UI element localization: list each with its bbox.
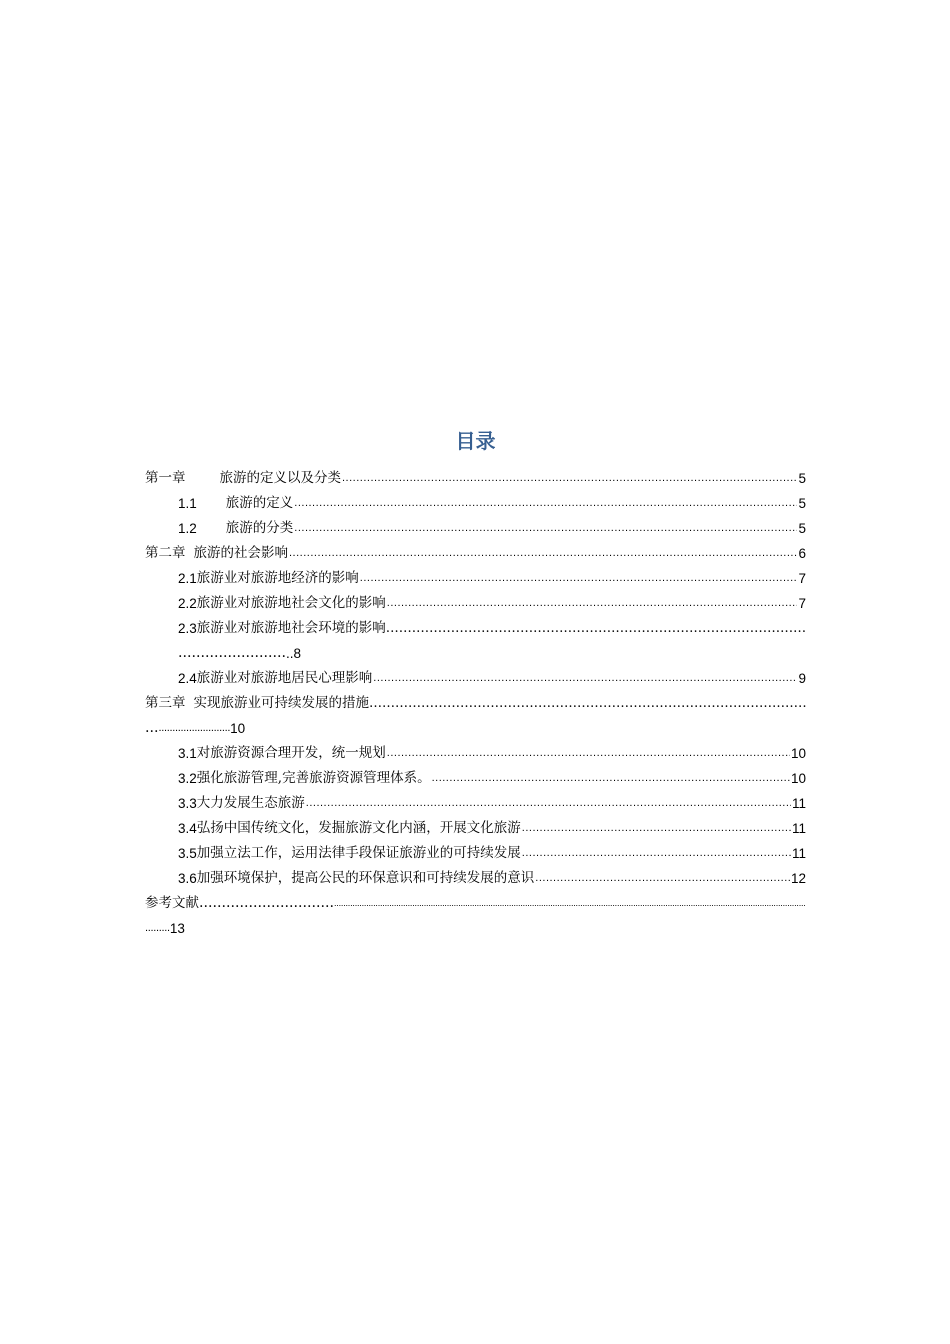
table-of-contents	[145, 424, 806, 941]
dot-leader	[334, 891, 806, 916]
toc-entry-chapter-3-continued	[145, 716, 806, 741]
toc-entry-dots: …………………………	[199, 895, 334, 911]
toc-entry-prefix: 2.1	[178, 571, 197, 586]
dot-leader	[522, 816, 791, 841]
toc-entry-text: 对旅游资源合理开发，统一规划	[196, 745, 386, 761]
toc-entry-page: 11	[791, 821, 806, 836]
toc-entry-page: 12	[790, 871, 806, 886]
dot-leader	[387, 591, 798, 616]
toc-entry-page: 13	[169, 921, 185, 936]
toc-entry-2-4[interactable]	[145, 666, 806, 691]
toc-entry-prefix: 2.2	[178, 596, 197, 611]
toc-entry-prefix: 3.3	[178, 796, 197, 811]
toc-entry-page: 10	[230, 721, 246, 736]
toc-entry-text: 参考文献	[145, 895, 199, 911]
toc-entry-3-3[interactable]	[145, 791, 806, 816]
toc-entry-3-4[interactable]	[145, 816, 806, 841]
dot-leader	[294, 491, 797, 516]
dot-leader	[360, 566, 798, 591]
toc-entry-prefix: 3.1	[178, 746, 197, 761]
toc-entry-prefix: 3.5	[178, 846, 197, 861]
toc-entry-dots: .........	[145, 922, 170, 934]
toc-entry-text: 旅游业对旅游地社会文化的影响	[196, 595, 386, 611]
toc-entry-text: 旅游的定义以及分类	[219, 470, 341, 486]
toc-entry-1-1[interactable]	[145, 491, 806, 516]
toc-entry-prefix: 3.4	[178, 821, 197, 836]
dot-leader	[386, 616, 806, 641]
toc-entry-3-6[interactable]	[145, 866, 806, 891]
toc-entry-text: 旅游的定义	[225, 495, 294, 511]
dot-leader: ..........................	[158, 722, 231, 734]
toc-entry-references-continued	[145, 916, 806, 941]
toc-entry-2-3[interactable]	[145, 616, 806, 641]
dot-leader	[387, 741, 790, 766]
toc-entry-page: 10	[790, 771, 806, 786]
toc-entry-prefix: 1.2	[178, 521, 197, 536]
dot-leader	[522, 841, 791, 866]
toc-entry-2-1[interactable]	[145, 566, 806, 591]
dot-leader	[306, 791, 791, 816]
toc-entry-3-1[interactable]	[145, 741, 806, 766]
toc-entry-page: 5	[798, 471, 806, 486]
toc-entry-text: 实现旅游业可持续发展的措施	[193, 695, 369, 711]
toc-entry-page: 6	[798, 546, 806, 561]
toc-entry-2-3-continued	[145, 641, 806, 666]
toc-entry-1-2[interactable]	[145, 516, 806, 541]
toc-entry-page: 5	[798, 496, 806, 511]
toc-entry-chapter-3[interactable]	[145, 691, 806, 716]
toc-entry-prefix: 3.6	[178, 871, 197, 886]
toc-entry-references[interactable]	[145, 891, 806, 916]
dot-leader	[294, 516, 797, 541]
toc-entry-page: 7	[798, 571, 806, 586]
toc-entry-page: 5	[798, 521, 806, 536]
toc-entry-dots: …	[145, 720, 159, 736]
toc-entry-text: 旅游业对旅游地居民心理影响	[196, 670, 373, 686]
dot-leader	[289, 541, 797, 566]
toc-entry-page: 11	[791, 796, 806, 811]
toc-entry-page: 7	[798, 596, 806, 611]
toc-entry-prefix: 2.3	[178, 621, 197, 636]
toc-entry-text: 旅游业对旅游地经济的影响	[196, 570, 359, 586]
toc-entry-page: ..8	[286, 646, 302, 661]
toc-entry-chapter-2[interactable]	[145, 541, 806, 566]
toc-entry-text: 加强立法工作，运用法律手段保证旅游业的可持续发展	[196, 845, 521, 861]
dot-leader	[535, 866, 790, 891]
toc-entry-prefix: 第一章	[145, 470, 186, 486]
toc-entry-text: 加强环境保护，提高公民的环保意识和可持续发展的意识	[196, 870, 535, 886]
toc-entry-prefix: 第三章	[145, 695, 186, 711]
toc-entry-text: 旅游的分类	[225, 520, 294, 536]
dot-leader	[369, 691, 806, 716]
toc-entry-prefix: 3.2	[178, 771, 197, 786]
toc-entry-text: 强化旅游管理,完善旅游资源管理体系。	[196, 770, 431, 786]
toc-entry-chapter-1[interactable]	[145, 466, 806, 491]
toc-entry-3-2[interactable]	[145, 766, 806, 791]
dot-leader	[373, 666, 797, 691]
dot-leader	[342, 466, 797, 491]
toc-entry-text: 旅游的社会影响	[193, 545, 288, 561]
toc-entry-text: 旅游业对旅游地社会环境的影响	[196, 620, 386, 636]
toc-entry-page: 11	[791, 846, 806, 861]
toc-entry-prefix: 第二章	[145, 545, 186, 561]
toc-entry-text: 大力发展生态旅游	[196, 795, 305, 811]
toc-title: 目录	[455, 429, 496, 453]
toc-entry-dots: ……………………	[178, 645, 286, 661]
toc-entry-2-2[interactable]	[145, 591, 806, 616]
toc-entry-text: 弘扬中国传统文化，发掘旅游文化内涵，开展文化旅游	[196, 820, 521, 836]
dot-leader	[432, 766, 790, 791]
toc-entry-prefix: 1.1	[178, 496, 197, 511]
toc-entry-prefix: 2.4	[178, 671, 197, 686]
toc-entry-page: 10	[790, 746, 806, 761]
toc-entry-3-5[interactable]	[145, 841, 806, 866]
toc-entry-page: 9	[798, 671, 806, 686]
